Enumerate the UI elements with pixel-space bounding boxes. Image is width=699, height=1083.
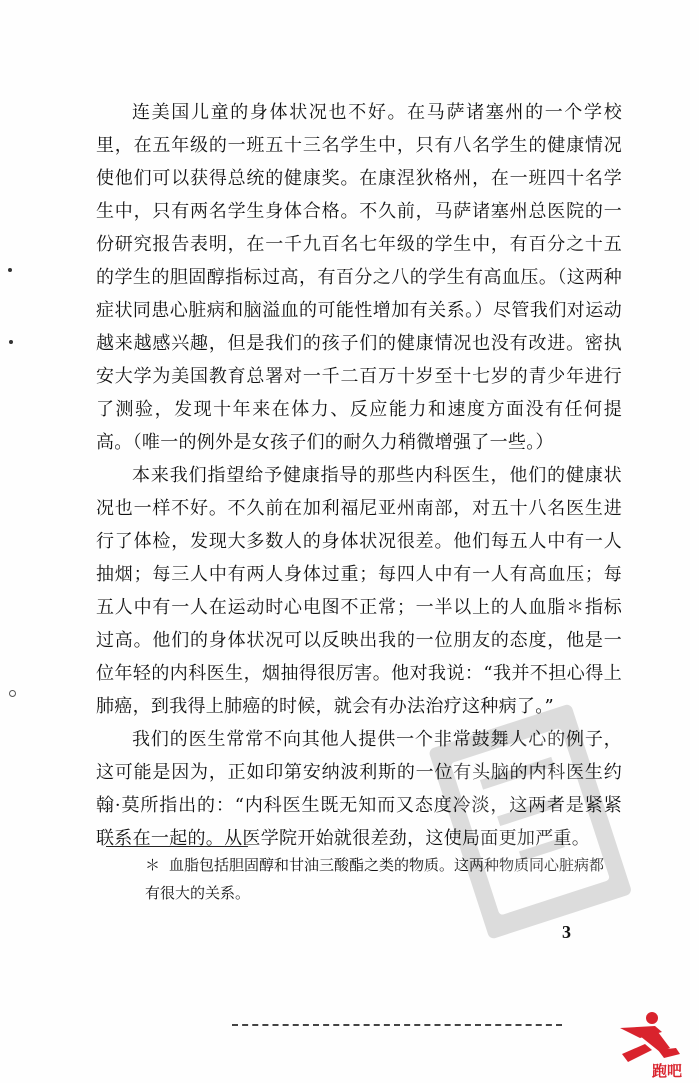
scan-edge-line bbox=[232, 1024, 562, 1026]
scan-speck bbox=[8, 268, 12, 272]
paragraph-1: 连美国儿童的身体状况也不好。在马萨诸塞州的一个学校里，在五年级的一班五十三名学生中，只有八名学生的健康情况使他们可以获得总统的健康奖。在康涅狄格州，在一班四十名学生中，只有两名学生身体合格。不久前，马萨诸塞州总医院的一份研究报告表明，在一千九百名七年级的学生中，有百分之十五的学生的胆固醇指标过高，有百分之八的学生有高血压。（这两种症状同患心脏病和脑溢血的可能性增加有关系。）尽管我们对运动越来越感兴趣，但是我们的孩子们的健康情况也没有改进。密执安大学为美国教育总署对一千二百万十岁至十七岁的青少年进行了测验，发现十年来在体力、反应能力和速度方面没有任何提高。（唯一的例外是女孩子们的耐久力稍微增强了一些。） bbox=[96, 102, 622, 453]
footnote-text: 血脂包括胆固醇和甘油三酸酯之类的物质。这两种物质同心脏病都有很大的关系。 bbox=[145, 856, 605, 902]
stamp-watermark bbox=[420, 700, 650, 940]
footnote-marker: ＊ bbox=[145, 856, 161, 874]
page-number: 3 bbox=[562, 922, 571, 942]
scan-speck bbox=[9, 340, 13, 344]
paragraph-2: 本来我们指望给予健康指导的那些内科医生，他们的健康状况也一样不好。不久前在加利福尼亚州南部，对五十八名医生进行了体检，发现大多数人的身体状况很差。他们每五人中有一人抽烟；每三人中有两人身体过重；每四人中有一人有高血压；每五人中有一人在运动时心电图不正常；一半以上的人血脂＊指标过高。他们的身体状况可以反映出我的一位朋友的态度，他是一位年轻的内科医生，烟抽得很厉害。他对我说：“我并不担心得上肺癌，到我得上肺癌的时候，就会有办法治疗这种病了。” bbox=[96, 465, 622, 717]
footnote-rule bbox=[106, 846, 248, 847]
paragraph-3: 我们的医生常常不向其他人提供一个非常鼓舞人心的例子，这可能是因为，正如印第安纳波利斯的一位有头脑的内科医生约翰·莫所指出的：“内科医生既无知而又态度冷淡，这两者是紧紧联系在一起的。从医学院开始就很差劲，这使局面更加严重。 bbox=[96, 729, 622, 849]
scan-speck bbox=[9, 690, 16, 697]
brand-logo bbox=[600, 1008, 695, 1080]
brand-logo-text: 跑吧 bbox=[652, 1062, 683, 1080]
